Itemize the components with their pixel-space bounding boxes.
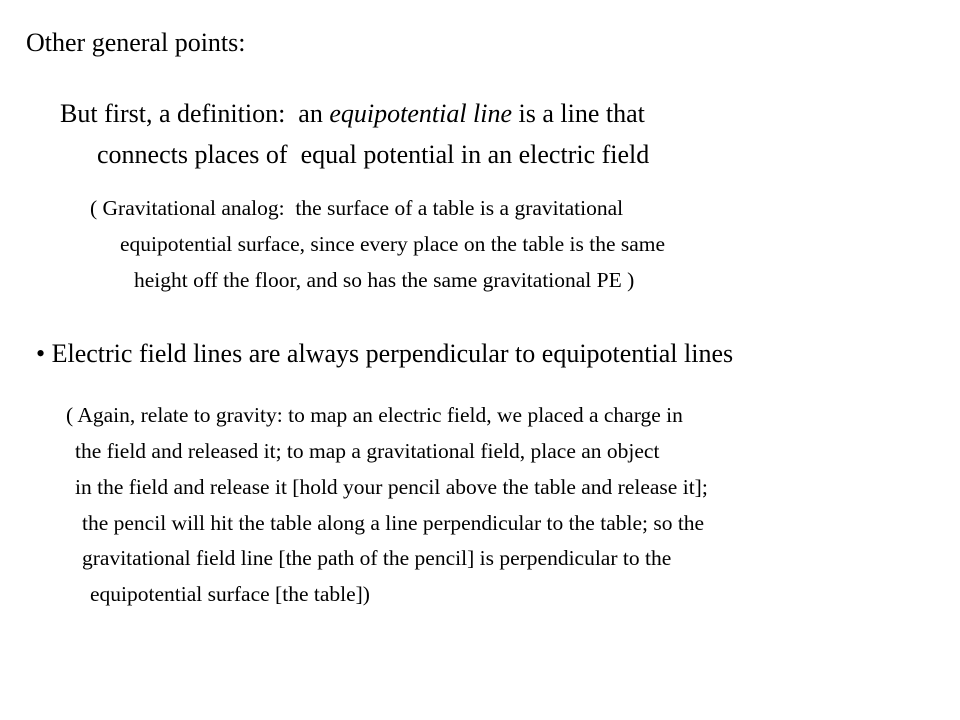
definition-line-2: connects places of equal potential in an electric field: [97, 140, 650, 169]
bullet-point: [36, 341, 733, 367]
definition-suffix: is a line that: [512, 99, 645, 128]
definition-term: equipotential line: [329, 99, 513, 128]
gravity-relation-line-4: the pencil will hit the table along a line perpendicular to the table; so the: [82, 511, 705, 535]
definition-line-1: [60, 101, 645, 127]
bullet-text: Electric field lines are always perpendicular to equipotential lines: [51, 339, 734, 368]
gravity-analog-line-1: ( Gravitational analog: the surface of a table is a gravitational: [90, 196, 624, 220]
bullet-marker: •: [36, 339, 46, 368]
gravity-relation-line-3: in the field and release it [hold your pencil above the table and release it];: [75, 475, 708, 499]
gravity-relation-line-2: the field and released it; to map a gravitational field, place an object: [75, 439, 660, 463]
gravity-analog-line-2: equipotential surface, since every place on the table is the same: [120, 232, 666, 256]
gravity-relation-line-1: ( Again, relate to gravity: to map an electric field, we placed a charge in: [66, 403, 683, 427]
gravity-relation-line-5: gravitational field line [the path of the pencil] is perpendicular to the: [82, 546, 672, 570]
gravity-relation-line-6: equipotential surface [the table]): [90, 582, 370, 606]
heading: Other general points:: [26, 28, 246, 57]
definition-prefix: But first, a definition: an: [60, 99, 330, 128]
gravity-analog-line-3: height off the floor, and so has the same gravitational PE ): [134, 268, 635, 292]
